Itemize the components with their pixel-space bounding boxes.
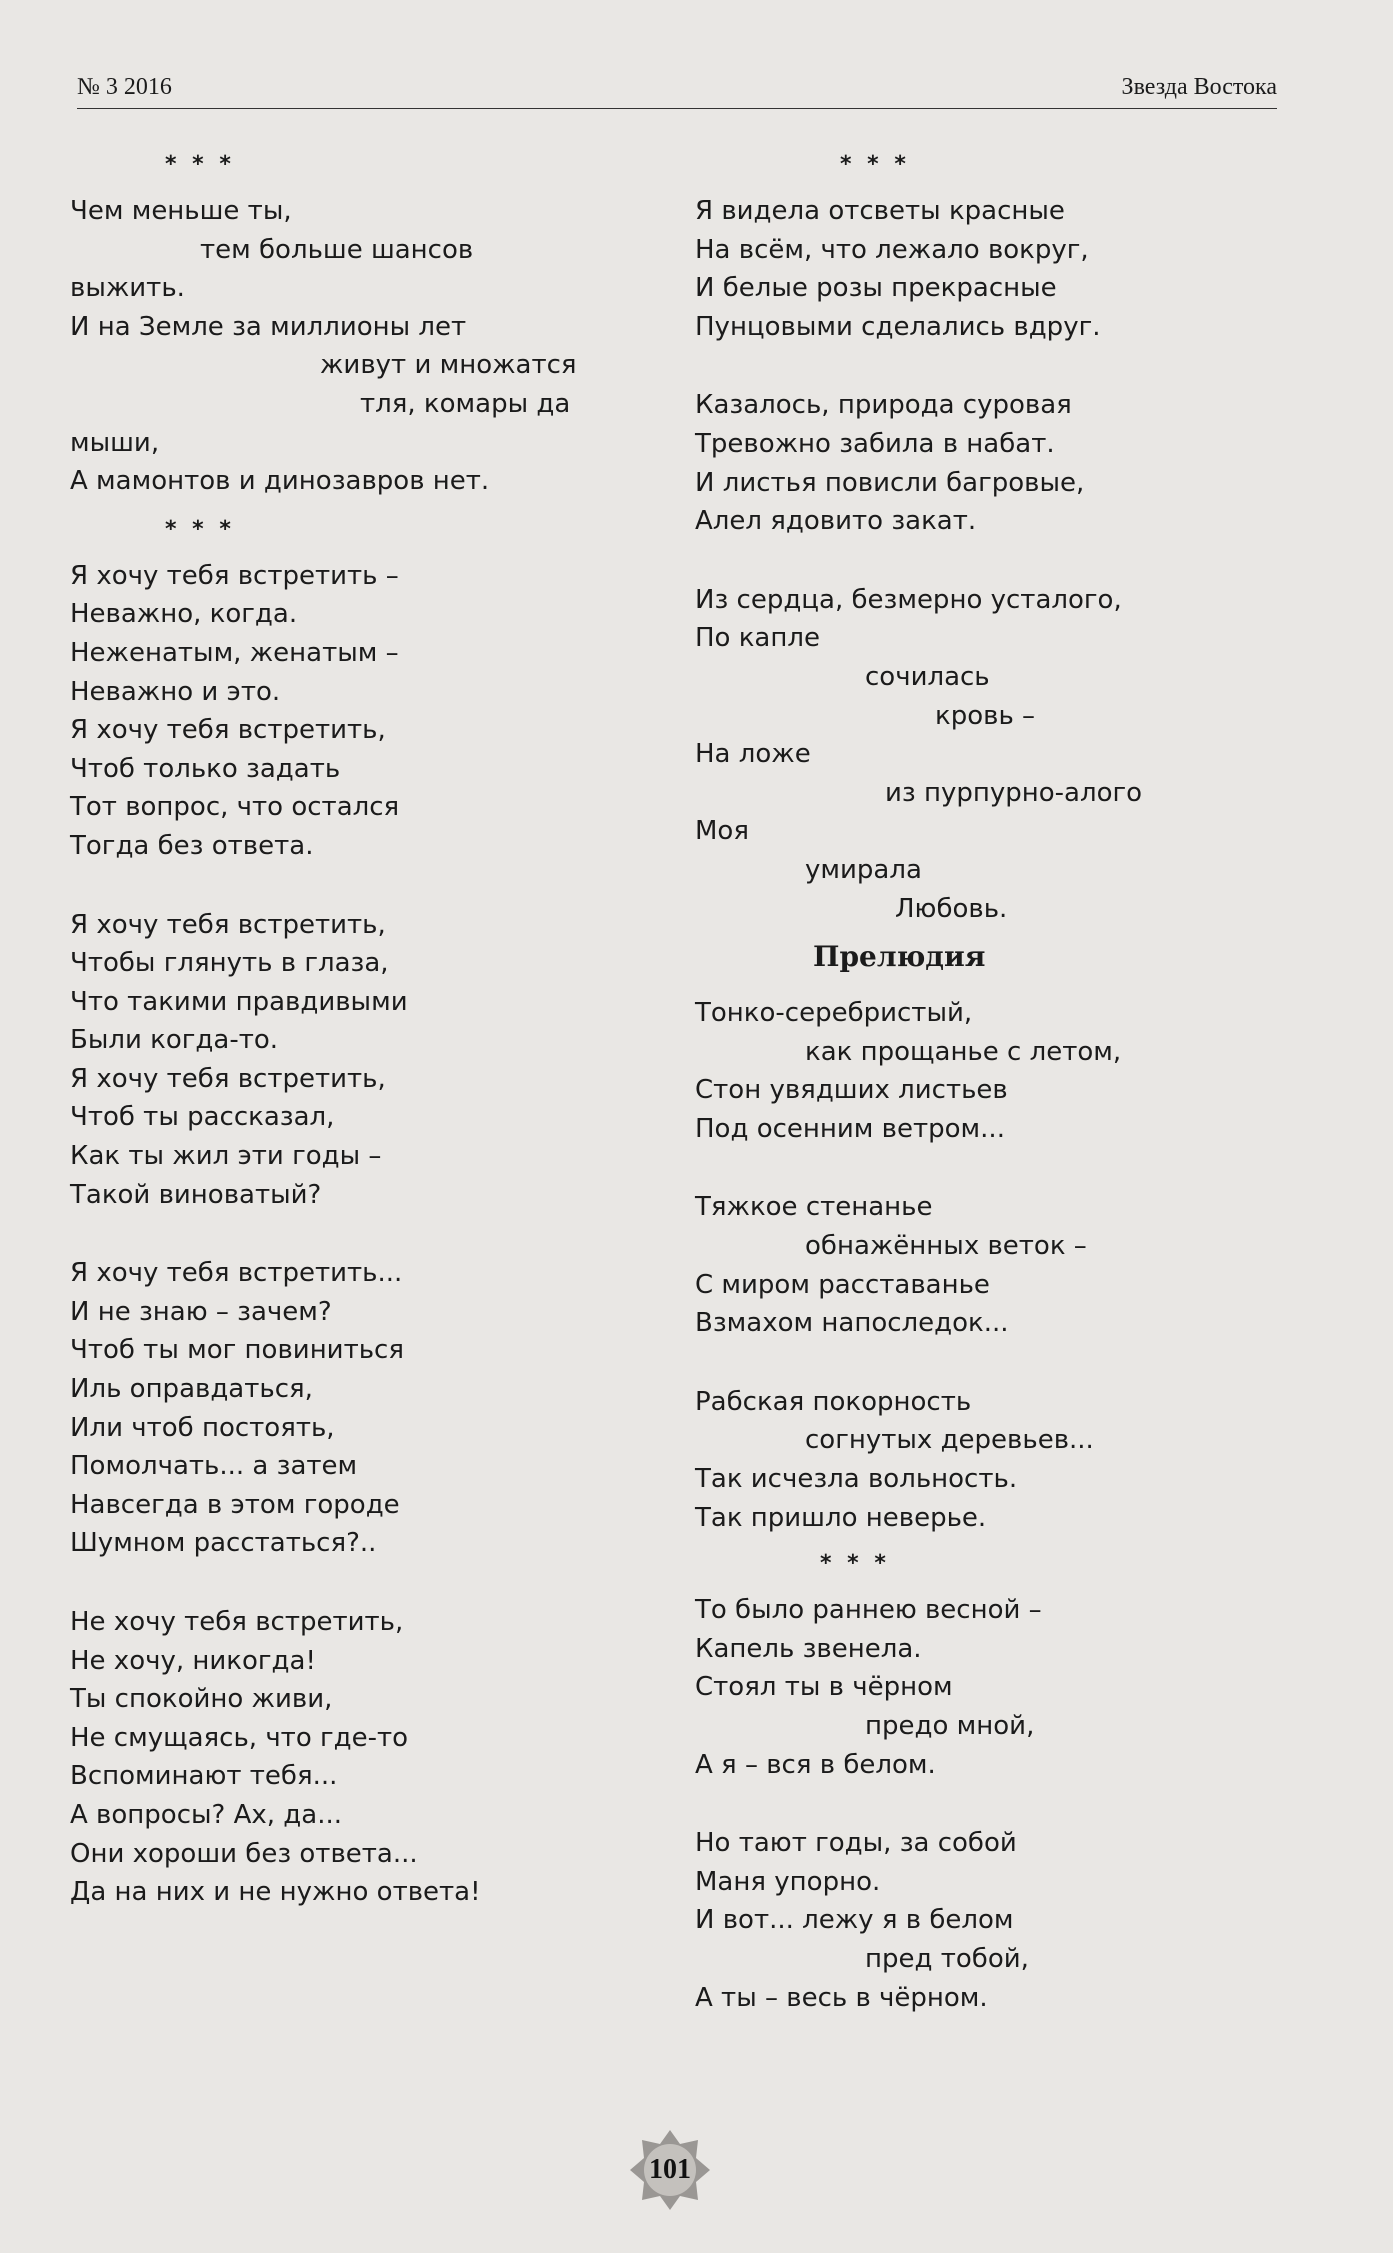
poem-line: Тревожно забила в набат. bbox=[695, 428, 1055, 459]
poem-line: Ты спокойно живи, bbox=[70, 1684, 333, 1715]
poem-line: Но тают годы, за собой bbox=[695, 1828, 1017, 1859]
poem-line: Как ты жил эти годы – bbox=[70, 1141, 382, 1172]
section-divider: * * * bbox=[165, 152, 235, 177]
poem-line: Пунцовыми сделались вдруг. bbox=[695, 311, 1101, 342]
poem-line: живут и множатся bbox=[320, 350, 577, 381]
poem-line: Тонко-серебристый, bbox=[695, 998, 973, 1029]
poem-line: Так пришло неверье. bbox=[695, 1502, 987, 1533]
poem-line: Маня упорно. bbox=[695, 1866, 881, 1897]
right-column bbox=[695, 150, 1315, 2017]
page-number-badge bbox=[628, 2128, 712, 2212]
section-divider: * * * bbox=[840, 152, 910, 177]
poem-line: Что такими правдивыми bbox=[70, 986, 408, 1017]
section-divider: * * * bbox=[820, 1551, 890, 1577]
poem-line: Не хочу тебя встретить, bbox=[70, 1607, 404, 1637]
poem-line: Тогда без ответа. bbox=[70, 830, 314, 861]
poem-line: Чтоб только задать bbox=[70, 753, 341, 784]
poem-line: Под осенним ветром... bbox=[695, 1113, 1005, 1144]
poem-line: Моя bbox=[695, 816, 749, 847]
left-column bbox=[70, 150, 670, 1912]
poem-1 bbox=[70, 192, 670, 501]
poem-line: обнажённых веток – bbox=[805, 1231, 1087, 1262]
poem-line: Помолчать... а затем bbox=[70, 1451, 358, 1482]
poem-line: Я хочу тебя встретить, bbox=[70, 715, 386, 746]
poem-4 bbox=[695, 1591, 1315, 2017]
poem-line: Неважно, когда. bbox=[70, 599, 298, 630]
poem-line: А ты – весь в чёрном. bbox=[695, 1982, 988, 2013]
poem-line: Неважно и это. bbox=[70, 676, 281, 707]
poem-line: Чтоб ты мог повиниться bbox=[70, 1335, 404, 1366]
poem-line: Так исчезла вольность. bbox=[695, 1464, 1018, 1495]
poem-line: пред тобой, bbox=[865, 1943, 1029, 1974]
poem-line: Алел ядовито закат. bbox=[695, 506, 977, 537]
section-divider: * * * bbox=[165, 516, 235, 542]
poem-line: умирала bbox=[805, 854, 922, 885]
poem-line: И на Земле за миллионы лет bbox=[70, 311, 467, 342]
poem-line: Чтоб ты рассказал, bbox=[70, 1102, 335, 1133]
poem-line: Были когда-то. bbox=[70, 1025, 279, 1056]
poem-line: Рабская покорность bbox=[695, 1386, 972, 1417]
poem-line: А я – вся в белом. bbox=[695, 1749, 936, 1780]
poem-2 bbox=[70, 557, 670, 1912]
poem-3 bbox=[695, 192, 1315, 928]
poem-line: Шумном расстаться?.. bbox=[70, 1528, 377, 1559]
poem-line: Не смущаясь, что где-то bbox=[70, 1722, 409, 1753]
header-rule bbox=[77, 108, 1277, 109]
poem-line: Тот вопрос, что остался bbox=[70, 792, 400, 823]
poem-line: На ложе bbox=[695, 739, 811, 770]
poem-line: сочилась bbox=[865, 661, 990, 692]
poem-line: По капле bbox=[695, 623, 820, 654]
journal-title: Звезда Востока bbox=[1121, 74, 1277, 100]
poem-line: С миром расставанье bbox=[695, 1269, 990, 1300]
poem-line: Такой виноватый? bbox=[70, 1179, 322, 1210]
poem-line: Иль оправдаться, bbox=[70, 1374, 313, 1405]
poem-line: Чем меньше ты, bbox=[70, 196, 292, 226]
poem-line: Чтобы глянуть в глаза, bbox=[70, 948, 389, 979]
poem-line: Я хочу тебя встретить, bbox=[70, 909, 386, 940]
poem-line: согнутых деревьев... bbox=[805, 1425, 1094, 1456]
poem-line: Любовь. bbox=[895, 893, 1008, 924]
poem-line: А вопросы? Ах, да... bbox=[70, 1799, 342, 1830]
poem-line: тля, комары да bbox=[360, 388, 571, 419]
poem-line: Навсегда в этом городе bbox=[70, 1489, 400, 1520]
poem-line: Вспоминают тебя... bbox=[70, 1761, 338, 1792]
poem-line: И листья повисли багровые, bbox=[695, 467, 1085, 498]
poem-line: Из сердца, безмерно усталого, bbox=[695, 584, 1122, 615]
poem-line: Казалось, природа суровая bbox=[695, 390, 1072, 421]
poem-line: Тяжкое стенанье bbox=[695, 1192, 933, 1223]
poem-line: Я видела отсветы красные bbox=[695, 196, 1065, 226]
poem-line: тем больше шансов bbox=[200, 234, 474, 265]
poem-line: как прощанье с летом, bbox=[805, 1036, 1122, 1067]
poem-line: Капель звенела. bbox=[695, 1633, 922, 1664]
poem-line: из пурпурно-алого bbox=[885, 777, 1143, 808]
poem-line: А мамонтов и динозавров нет. bbox=[70, 466, 490, 497]
poem-line: предо мной, bbox=[865, 1711, 1035, 1741]
poem-line: Стон увядших листьев bbox=[695, 1075, 1008, 1106]
poem-line: То было раннею весной – bbox=[695, 1595, 1042, 1626]
poem-line: И вот... лежу я в белом bbox=[695, 1905, 1014, 1936]
poem-line: Я хочу тебя встретить – bbox=[70, 560, 399, 591]
poem-line: И белые розы прекрасные bbox=[695, 273, 1057, 304]
poem-line: Или чтоб постоять, bbox=[70, 1412, 335, 1443]
poem-line: Я хочу тебя встретить... bbox=[70, 1258, 403, 1289]
poem-line: выжить. bbox=[70, 273, 185, 304]
poem-line: Взмахом напоследок... bbox=[695, 1308, 1009, 1339]
running-header bbox=[77, 70, 1277, 110]
poem-line: кровь – bbox=[935, 700, 1036, 731]
poem-line: Да на них и не нужно ответа! bbox=[70, 1877, 481, 1908]
poem-line: Я хочу тебя встретить, bbox=[70, 1063, 386, 1094]
poem-line: И не знаю – зачем? bbox=[70, 1296, 332, 1327]
issue-label: № 3 2016 bbox=[77, 74, 172, 100]
poem-line: Неженатым, женатым – bbox=[70, 637, 399, 668]
poem-title: Прелюдия bbox=[813, 940, 986, 974]
poem-line: Стоял ты в чёрном bbox=[695, 1672, 953, 1703]
poem-prelude bbox=[695, 994, 1315, 1537]
page-number: 101 bbox=[649, 2154, 691, 2185]
poem-line: На всём, что лежало вокруг, bbox=[695, 234, 1089, 265]
poem-line: мыши, bbox=[70, 427, 160, 458]
poem-line: Они хороши без ответа... bbox=[70, 1838, 418, 1869]
poem-line: Не хочу, никогда! bbox=[70, 1645, 316, 1676]
